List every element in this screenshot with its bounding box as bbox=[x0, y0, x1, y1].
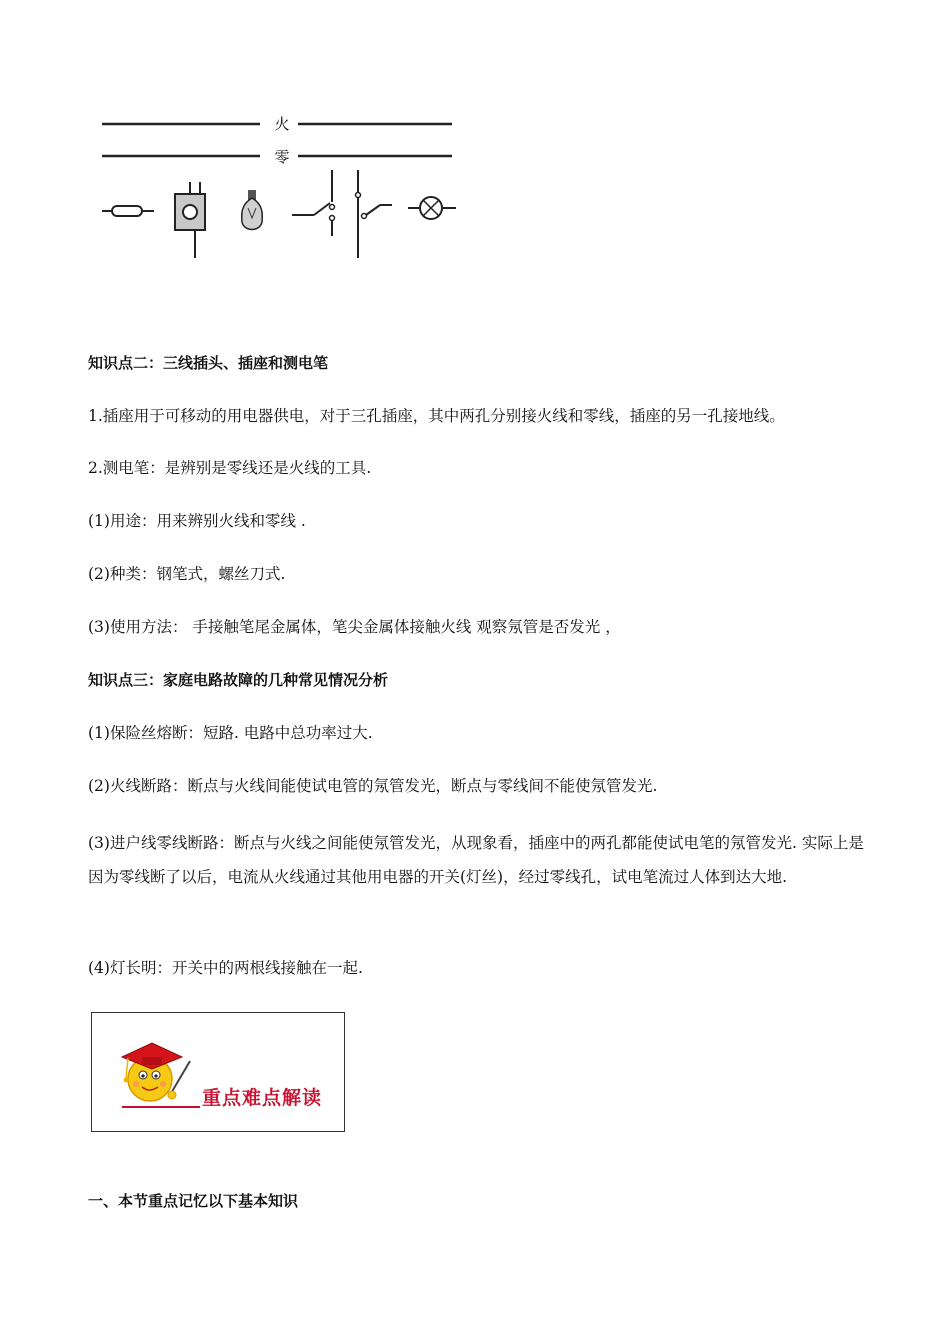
switch-icon bbox=[292, 170, 392, 258]
light-bulb-icon bbox=[242, 190, 263, 230]
section3-paragraph-4: (4)灯长明：开关中的两根线接触在一起. bbox=[88, 959, 363, 977]
neutral-wire-label: 零 bbox=[274, 148, 290, 166]
section4-heading: 一、本节重点记忆以下基本知识 bbox=[88, 1192, 299, 1210]
section3-paragraph-1: (1)保险丝熔断：短路. 电路中总功率过大. bbox=[88, 724, 373, 742]
section2-paragraph-5: (3)使用方法： 手接触笔尾金属体，笔尖金属体接触火线 观察氖管是否发光 ， bbox=[88, 618, 621, 636]
section2-paragraph-4: (2)种类：钢笔式，螺丝刀式. bbox=[88, 565, 286, 583]
section2-paragraph-3: (1)用途：用来辨别火线和零线 . bbox=[88, 512, 306, 530]
section3-paragraph-2: (2)火线断路：断点与火线间能使试电管的氖管发光，断点与零线间不能使氖管发光. bbox=[88, 777, 658, 795]
socket-icon bbox=[175, 182, 205, 258]
fuse-icon bbox=[102, 206, 154, 216]
key-points-banner bbox=[91, 1012, 345, 1132]
section2-heading: 知识点二：三线插头、插座和测电笔 bbox=[88, 354, 329, 372]
live-wire-label: 火 bbox=[274, 115, 290, 133]
graduate-mascot-icon bbox=[92, 1013, 346, 1133]
circuit-symbols-diagram bbox=[96, 100, 466, 270]
section3-paragraph-3: (3)进户线零线断路：断点与火线之间能使氖管发光，从现象看，插座中的两孔都能使试电笔的氖管发光. 实际上是因为零线断了以后，电流从火线通过其他用电器的开关(灯丝)，经过零线孔，试电笔流过人体到达大地. bbox=[88, 834, 864, 886]
key-points-banner-label: 重点难点解读 bbox=[202, 1087, 323, 1109]
section2-paragraph-2: 2.测电笔：是辨别是零线还是火线的工具. bbox=[88, 459, 372, 477]
section3-heading: 知识点三：家庭电路故障的几种常见情况分析 bbox=[88, 671, 389, 689]
lamp-symbol-icon bbox=[408, 197, 456, 219]
section2-paragraph-1: 1.插座用于可移动的用电器供电，对于三孔插座，其中两孔分别接火线和零线，插座的另一孔接地线。 bbox=[88, 407, 785, 425]
